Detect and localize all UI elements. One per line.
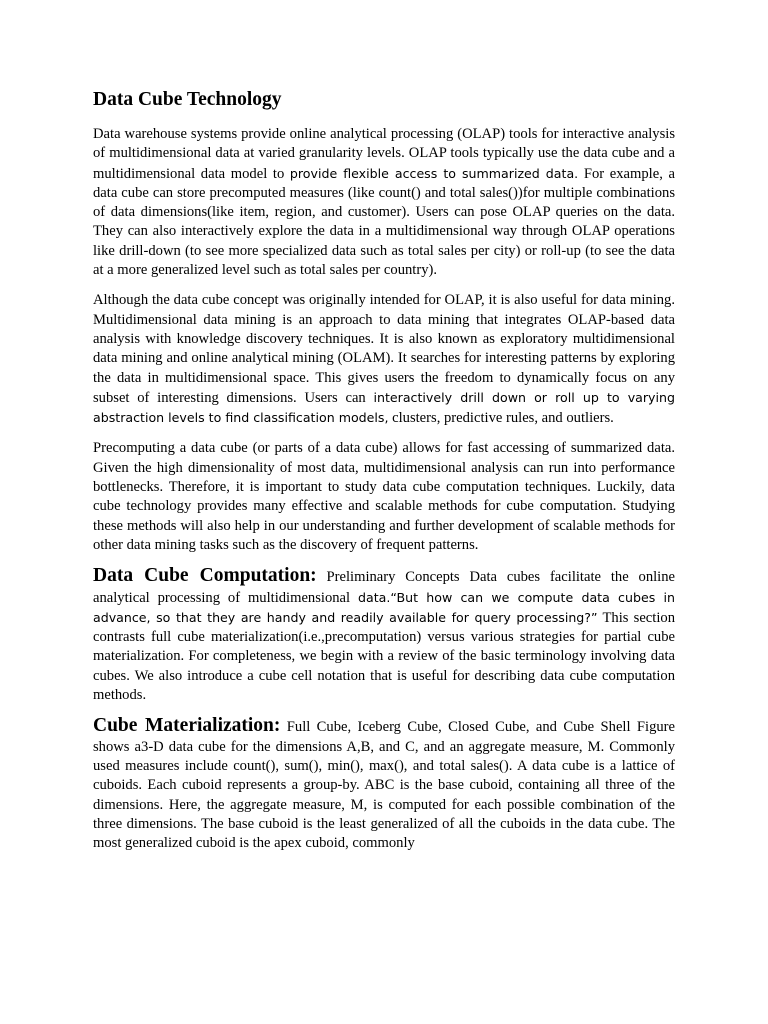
paragraph-text: Preliminary Concepts Data cubes facilitate the online analytical processing of multidimensional: [93, 569, 675, 606]
paragraph-text: clusters, predictive rules, and outliers.: [388, 410, 614, 427]
paragraph-precomputing: Precomputing a data cube (or parts of a data cube) allows for fast accessing of summarized data. Given the high dimensionality of most data, multidimensional analysis can run into performance bottlenecks. Therefore, it is important to study data cube computation techniques. Luckily, data cube technology provides many effective and scalable methods for cube computation. Studying these methods will also help in our understanding and further development of scalable methods for other data mining tasks such as the discovery of frequent patterns.: [93, 440, 675, 553]
paragraph-data-mining: [93, 291, 675, 428]
paragraph-text: Data warehouse systems provide online analytical processing (OLAP) tools for interactive analysis of multidimensional data at varied granularity levels. OLAP tools typically use the data cube and a multidimensional data model to: [93, 126, 675, 182]
paragraph-text: For example, a data cube can store precomputed measures (like count() and total sales())for multiple combinations of data dimensions(like item, region, and customer). Users can pose OLAP queries on the data. They can also interactively explore the data in a multidimensional way through OLAP operations like drill-down (to see more specialized data such as total sales per city) or roll-up (to see the data at a more generalized level such as total sales per country).: [93, 165, 675, 279]
paragraph-cube-computation: [93, 566, 675, 705]
paragraph-text: Full Cube, Iceberg Cube, Closed Cube, and Cube Shell Figure shows a3-D data cube for the dimensions A,B, and C, and an aggregate measure, M. Commonly used measures include count(), sum(), min(), max(), and total sales(). A data cube is a lattice of cuboids. Each cuboid represents a group-by. ABC is the base cuboid, containing all three of the dimensions. Here, the aggregate measure, M, is computed for each possible combination of the three dimensions. The base cuboid is the least generalized of all the cuboids in the data cube. The most generalized cuboid is the apex cuboid, commonly: [93, 719, 676, 852]
paragraph-text: Although the data cube concept was originally intended for OLAP, it is also useful for data mining. Multidimensional data mining is an approach to data mining that integrates OLAP-based data analysis with knowledge discovery techniques. It is also known as exploratory multidimensional data mining and online analytical mining (OLAM). It searches for interesting patterns by exploring the data in multidimensional space. This gives users the freedom to dynamically focus on any subset of interesting dimensions. Users can: [93, 292, 675, 406]
paragraph-cube-materialization: [93, 716, 675, 853]
paragraph-text: data.“But how can we compute data cubes in advance, so that they are handy and readily available for query processing?”: [93, 589, 675, 625]
document-title: Data Cube Technology: [93, 89, 282, 110]
paragraph-text: provide flexible access to summarized data.: [289, 165, 579, 181]
section-heading-cube-computation: Data Cube Computation:: [93, 565, 317, 587]
paragraph-text: This section contrasts full cube materialization(i.e.,precomputation) versus various strategies for partial cube materialization. For completeness, we begin with a review of the basic terminology involving data cubes. We also introduce a cube cell notation that is useful for describing data cube computation methods.: [93, 609, 675, 704]
document-body: [93, 88, 675, 864]
section-heading-cube-materialization: Cube Materialization:: [93, 715, 281, 737]
paragraph-text: interactively drill down or roll up to varying abstraction levels to find classification models,: [93, 389, 675, 426]
paragraph-olap-intro: [93, 125, 675, 280]
